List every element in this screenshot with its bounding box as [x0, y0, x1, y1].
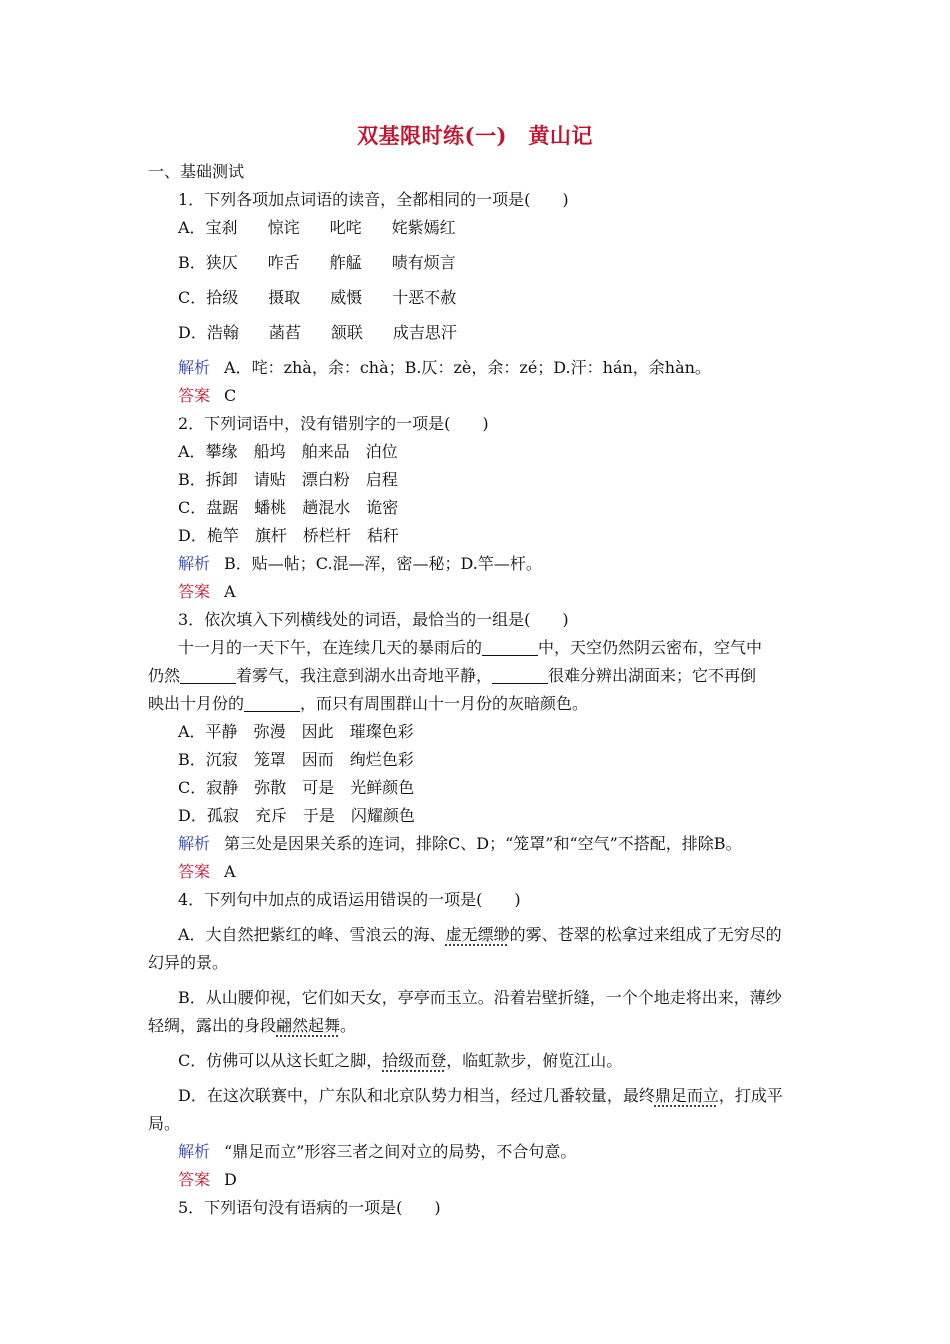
page-title: 双基限时练(一) 黄山记 [357, 123, 593, 148]
q3-stem: 3．依次填入下列横线处的词语，最恰当的一组是( ) [178, 610, 569, 629]
section-heading: 一、基础测试 [148, 162, 245, 181]
q4-stem: 4．下列句中加点的成语运用错误的一项是( ) [178, 890, 521, 909]
q4-option-c: C．仿佛可以从这长虹之脚，拾级而登，临虹款步，俯览江山。 [178, 1051, 623, 1070]
q2-answer: 答案 A [178, 582, 236, 601]
q2-option-c: C．盘踞 蟠桃 趟混水 诡密 [178, 498, 399, 517]
dotted-idiom: 虚无缥缈 [445, 925, 510, 944]
q4-option-a-cont: 幻异的景。 [148, 953, 229, 972]
q1-option-c: C．拾级 摄取 威慑 十恶不赦 [178, 288, 457, 307]
dotted-idiom: 翩然起舞 [276, 1016, 341, 1035]
q2-option-b: B．拆卸 请贴 漂白粉 启程 [178, 470, 398, 489]
fill-blank [482, 637, 538, 656]
dotted-idiom: 拾级而登 [382, 1051, 447, 1070]
q3-passage-line-3: 映出十月份的 ，而只有周围群山十一月份的灰暗颜色。 [148, 694, 589, 713]
q4-option-b-cont: 轻绸，露出的身段翩然起舞。 [148, 1016, 357, 1035]
dotted-idiom: 鼎足而立 [654, 1086, 719, 1105]
q3-option-d: D．孤寂 充斥 于是 闪耀颜色 [178, 806, 415, 825]
q3-analysis: 解析 第三处是因果关系的连词，排除C、D；“笼罩”和“空气”不搭配，排除B。 [178, 834, 742, 853]
q4-option-d-cont: 局。 [148, 1114, 181, 1133]
q3-passage-line-2: 仍然 着雾气，我注意到湖水出奇地平静， 很难分辨出湖面来；它不再倒 [148, 666, 757, 685]
q3-passage-line-1: 十一月的一天下午，在连续几天的暴雨后的 中，天空仍然阴云密布，空气中 [178, 638, 763, 657]
q2-option-a: A．攀缘 船坞 舶来品 泊位 [178, 442, 398, 461]
q4-option-a: A．大自然把紫红的峰、雪浪云的海、虚无缥缈的雾、苍翠的松拿过来组成了无穷尽的 [178, 925, 782, 944]
q2-analysis: 解析 B．贴—帖；C.混—浑，密—秘；D.竿—杆。 [178, 554, 542, 573]
q4-option-d: D．在这次联赛中，广东队和北京队势力相当，经过几番较量，最终鼎足而立，打成平 [178, 1086, 783, 1105]
q5-stem: 5．下列语句没有语病的一项是( ) [178, 1198, 441, 1217]
q3-option-c: C．寂静 弥散 可是 光鲜颜色 [178, 778, 415, 797]
q1-option-b: B．狭仄 咋舌 舴艋 啧有烦言 [178, 253, 456, 272]
q3-option-b: B．沉寂 笼罩 因而 绚烂色彩 [178, 750, 414, 769]
q3-answer: 答案 A [178, 862, 236, 881]
fill-blank [244, 693, 300, 712]
q2-stem: 2．下列词语中，没有错别字的一项是( ) [178, 414, 489, 433]
q1-answer: 答案 C [178, 386, 237, 405]
q3-option-a: A．平静 弥漫 因此 璀璨色彩 [178, 722, 414, 741]
q1-stem: 1．下列各项加点词语的读音，全都相同的一项是( ) [178, 190, 569, 209]
q4-analysis: 解析 “鼎足而立”形容三者之间对立的局势，不合句意。 [178, 1142, 577, 1161]
fill-blank [492, 665, 548, 684]
fill-blank [180, 665, 236, 684]
q1-analysis: 解析 A．咤：zhà，余：chà；B.仄：zè，余：zé；D.汗：hán，余hàn。 [178, 358, 711, 377]
document-body [148, 158, 828, 1222]
q1-option-a: A．宝刹 惊诧 叱咤 姹紫嫣红 [178, 218, 456, 237]
q4-option-b: B．从山腰仰视，它们如天女，亭亭而玉立。沿着岩壁折缝，一个个地走将出来，薄纱 [178, 988, 782, 1007]
q4-answer: 答案 D [178, 1170, 237, 1189]
q1-option-d: D．浩翰 菡萏 颔联 成吉思汗 [178, 323, 457, 342]
q2-option-d: D．桅竿 旗杆 桥栏杆 秸秆 [178, 526, 399, 545]
